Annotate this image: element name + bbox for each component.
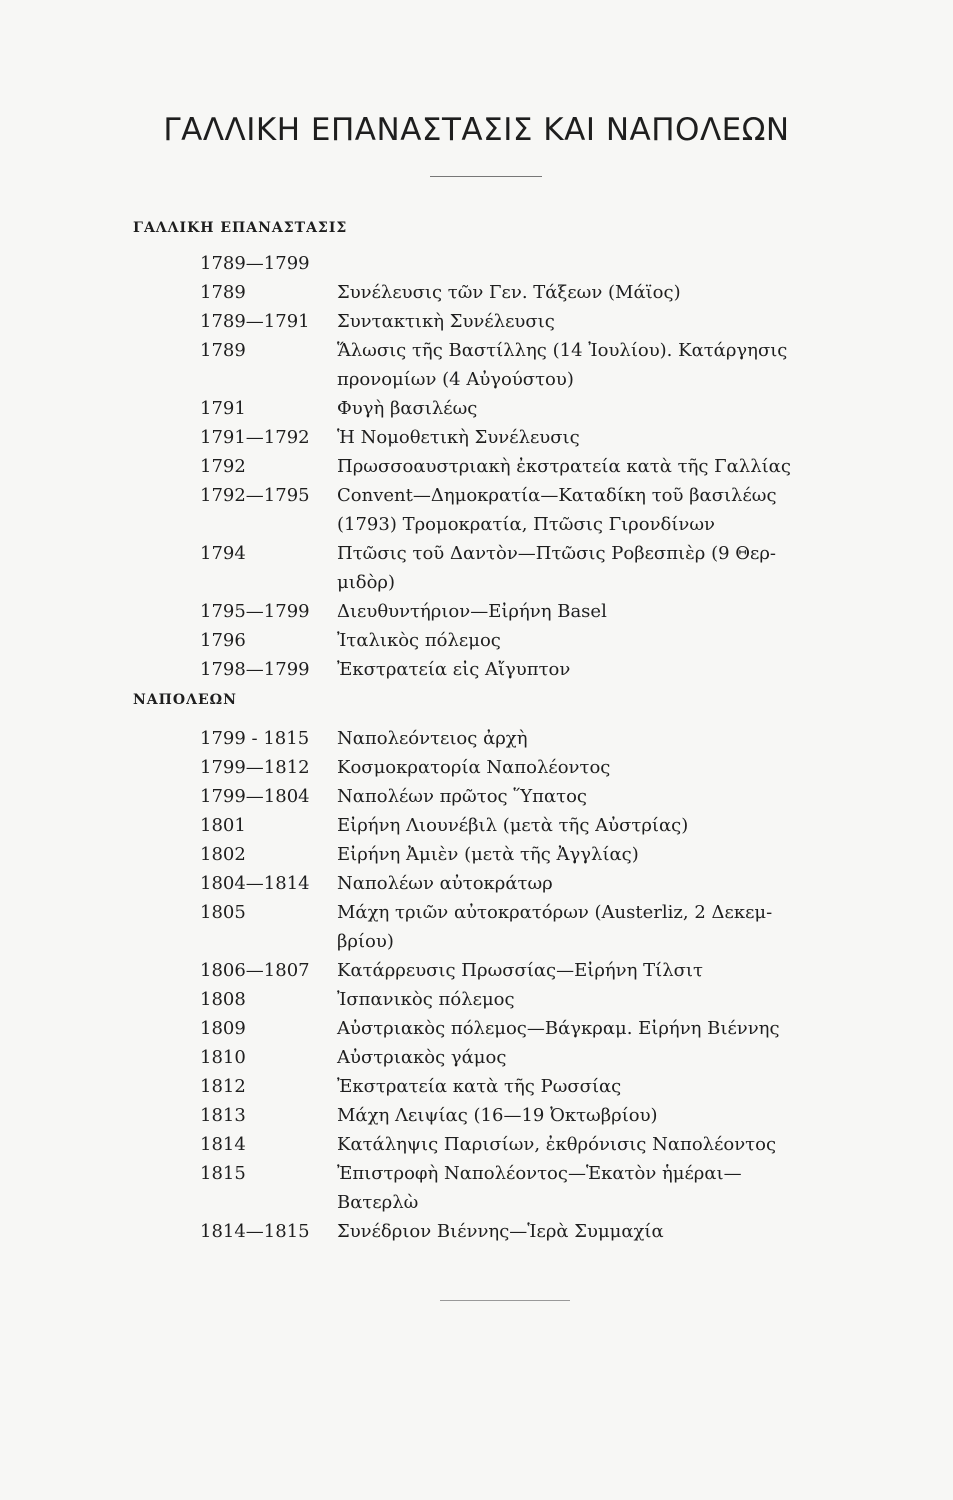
row-event xyxy=(337,452,857,481)
section-heading: ΓΑΛΛΙΚΗ ΕΠΑΝΑΣΤΑΣΙΣ xyxy=(133,220,348,236)
row-event xyxy=(337,597,857,626)
row-event xyxy=(337,1217,857,1246)
row-event-text: Ναπολέων αὐτοκράτωρ xyxy=(337,873,553,894)
row-event xyxy=(337,423,857,452)
row-year: 1815 xyxy=(200,1163,246,1184)
row-event-text: Διευθυντήριον—Εἰρήνη Basel xyxy=(337,601,607,622)
row-year: 1804—1814 xyxy=(200,873,310,894)
row-event-text: Κοσμοκρατορία Ναπολέοντος xyxy=(337,757,611,778)
row-event-text: Συντακτικὴ Συνέλευσις xyxy=(337,311,555,332)
row-event xyxy=(337,1159,857,1217)
row-event-text: Ἐπιστροφὴ Ναπολέοντος—Ἑκατὸν ἡμέραι— xyxy=(337,1163,742,1184)
row-year: 1799—1812 xyxy=(200,757,310,778)
row-year: 1805 xyxy=(200,902,246,923)
row-year: 1795—1799 xyxy=(200,601,310,622)
row-event xyxy=(337,626,857,655)
row-event xyxy=(337,278,857,307)
row-event xyxy=(337,336,857,394)
row-event-continuation: (1793) Τρομοκρατία, Πτῶσις Γιρονδίνων xyxy=(337,514,715,535)
row-year: 1792—1795 xyxy=(200,485,310,506)
row-event-text: Μάχη Λειψίας (16—19 Ὀκτωβρίου) xyxy=(337,1105,658,1126)
section-heading: ΝΑΠΟΛΕΩΝ xyxy=(133,692,237,708)
row-event-text: Συνέλευσις τῶν Γεν. Τάξεων (Μάϊος) xyxy=(337,282,681,303)
row-year: 1812 xyxy=(200,1076,246,1097)
row-event xyxy=(337,811,857,840)
row-event-text: Πρωσσοαυστριακὴ ἐκστρατεία κατὰ τῆς Γαλλίας xyxy=(337,456,791,477)
title-divider xyxy=(430,176,542,177)
row-event-continuation: βρίου) xyxy=(337,931,394,952)
row-year: 1810 xyxy=(200,1047,246,1068)
row-event-continuation: Βατερλὼ xyxy=(337,1192,419,1213)
row-event xyxy=(337,724,857,753)
row-event xyxy=(337,1072,857,1101)
row-event-text: Ἅλωσις τῆς Βαστίλλης (14 Ἰουλίου). Κατάργησις xyxy=(337,340,788,361)
row-event xyxy=(337,782,857,811)
row-event-text: Ἐκστρατεία εἰς Αἴγυπτον xyxy=(337,659,571,680)
row-event-text: Συνέδριον Βιέννης—Ἱερὰ Συμμαχία xyxy=(337,1221,664,1242)
row-event-text: Ἰταλικὸς πόλεμος xyxy=(337,630,501,651)
row-event xyxy=(337,753,857,782)
row-event xyxy=(337,1014,857,1043)
row-event-continuation: μιδὸρ) xyxy=(337,572,396,593)
row-year: 1799 - 1815 xyxy=(200,728,310,749)
row-year: 1792 xyxy=(200,456,246,477)
row-event xyxy=(337,1101,857,1130)
row-year: 1814 xyxy=(200,1134,246,1155)
row-year: 1799—1804 xyxy=(200,786,310,807)
row-event-text: Ναπολέων πρῶτος Ὕπατος xyxy=(337,786,587,807)
row-event-text: Convent—Δημοκρατία—Καταδίκη τοῦ βασιλέως xyxy=(337,485,777,506)
page-title: ΓΑΛΛΙΚΗ ΕΠΑΝΑΣΤΑΣΙΣ ΚΑΙ ΝΑΠΟΛΕΩΝ xyxy=(163,112,790,148)
row-event-text: Μάχη τριῶν αὐτοκρατόρων (Austerliz, 2 Δεκεμ- xyxy=(337,902,773,923)
row-event-text: Κατάρρευσις Πρωσσίας—Εἰρήνη Τίλσιτ xyxy=(337,960,703,981)
row-event-text: Εἰρήνη Ἀμιὲν (μετὰ τῆς Ἀγγλίας) xyxy=(337,844,639,865)
row-event xyxy=(337,1130,857,1159)
row-event-text: Πτῶσις τοῦ Δαντὸν—Πτῶσις Ροβεσπιὲρ (9 Θερ- xyxy=(337,543,777,564)
row-year: 1789—1791 xyxy=(200,311,310,332)
row-year: 1813 xyxy=(200,1105,246,1126)
row-year: 1814—1815 xyxy=(200,1221,310,1242)
row-event xyxy=(337,840,857,869)
row-year: 1806—1807 xyxy=(200,960,310,981)
row-year: 1791—1792 xyxy=(200,427,310,448)
row-event-text: Ἰσπανικὸς πόλεμος xyxy=(337,989,515,1010)
row-event-continuation: προνομίων (4 Αὐγούστου) xyxy=(337,369,574,390)
row-event xyxy=(337,655,857,684)
row-event xyxy=(337,898,857,956)
row-event-text: Ἡ Νομοθετικὴ Συνέλευσις xyxy=(337,427,580,448)
row-year: 1798—1799 xyxy=(200,659,310,680)
row-event xyxy=(337,539,857,597)
bottom-divider xyxy=(440,1300,570,1301)
row-event xyxy=(337,985,857,1014)
row-year: 1789 xyxy=(200,282,246,303)
row-event xyxy=(337,869,857,898)
row-event xyxy=(337,307,857,336)
row-event xyxy=(337,956,857,985)
row-event xyxy=(337,394,857,423)
row-year: 1789 xyxy=(200,340,246,361)
row-event xyxy=(337,481,857,539)
row-event-text: Φυγὴ βασιλέως xyxy=(337,398,478,419)
row-year: 1802 xyxy=(200,844,246,865)
row-year: 1801 xyxy=(200,815,246,836)
row-event-text: Ναπολεόντειος ἀρχὴ xyxy=(337,728,528,749)
row-event xyxy=(337,1043,857,1072)
row-event-text: Εἰρήνη Λιουνέβιλ (μετὰ τῆς Αὐστρίας) xyxy=(337,815,689,836)
row-event-text: Κατάληψις Παρισίων, ἐκθρόνισις Ναπολέοντος xyxy=(337,1134,777,1155)
row-event-text: Αὐστριακὸς πόλεμος—Βάγκραμ. Εἰρήνη Βιέννης xyxy=(337,1018,780,1039)
row-year: 1796 xyxy=(200,630,246,651)
row-year: 1808 xyxy=(200,989,246,1010)
row-year: 1791 xyxy=(200,398,246,419)
row-year: 1809 xyxy=(200,1018,246,1039)
row-year: 1789—1799 xyxy=(200,253,310,274)
row-year: 1794 xyxy=(200,543,246,564)
row-event-text: Αὐστριακὸς γάμος xyxy=(337,1047,507,1068)
row-event-text: Ἐκστρατεία κατὰ τῆς Ρωσσίας xyxy=(337,1076,622,1097)
